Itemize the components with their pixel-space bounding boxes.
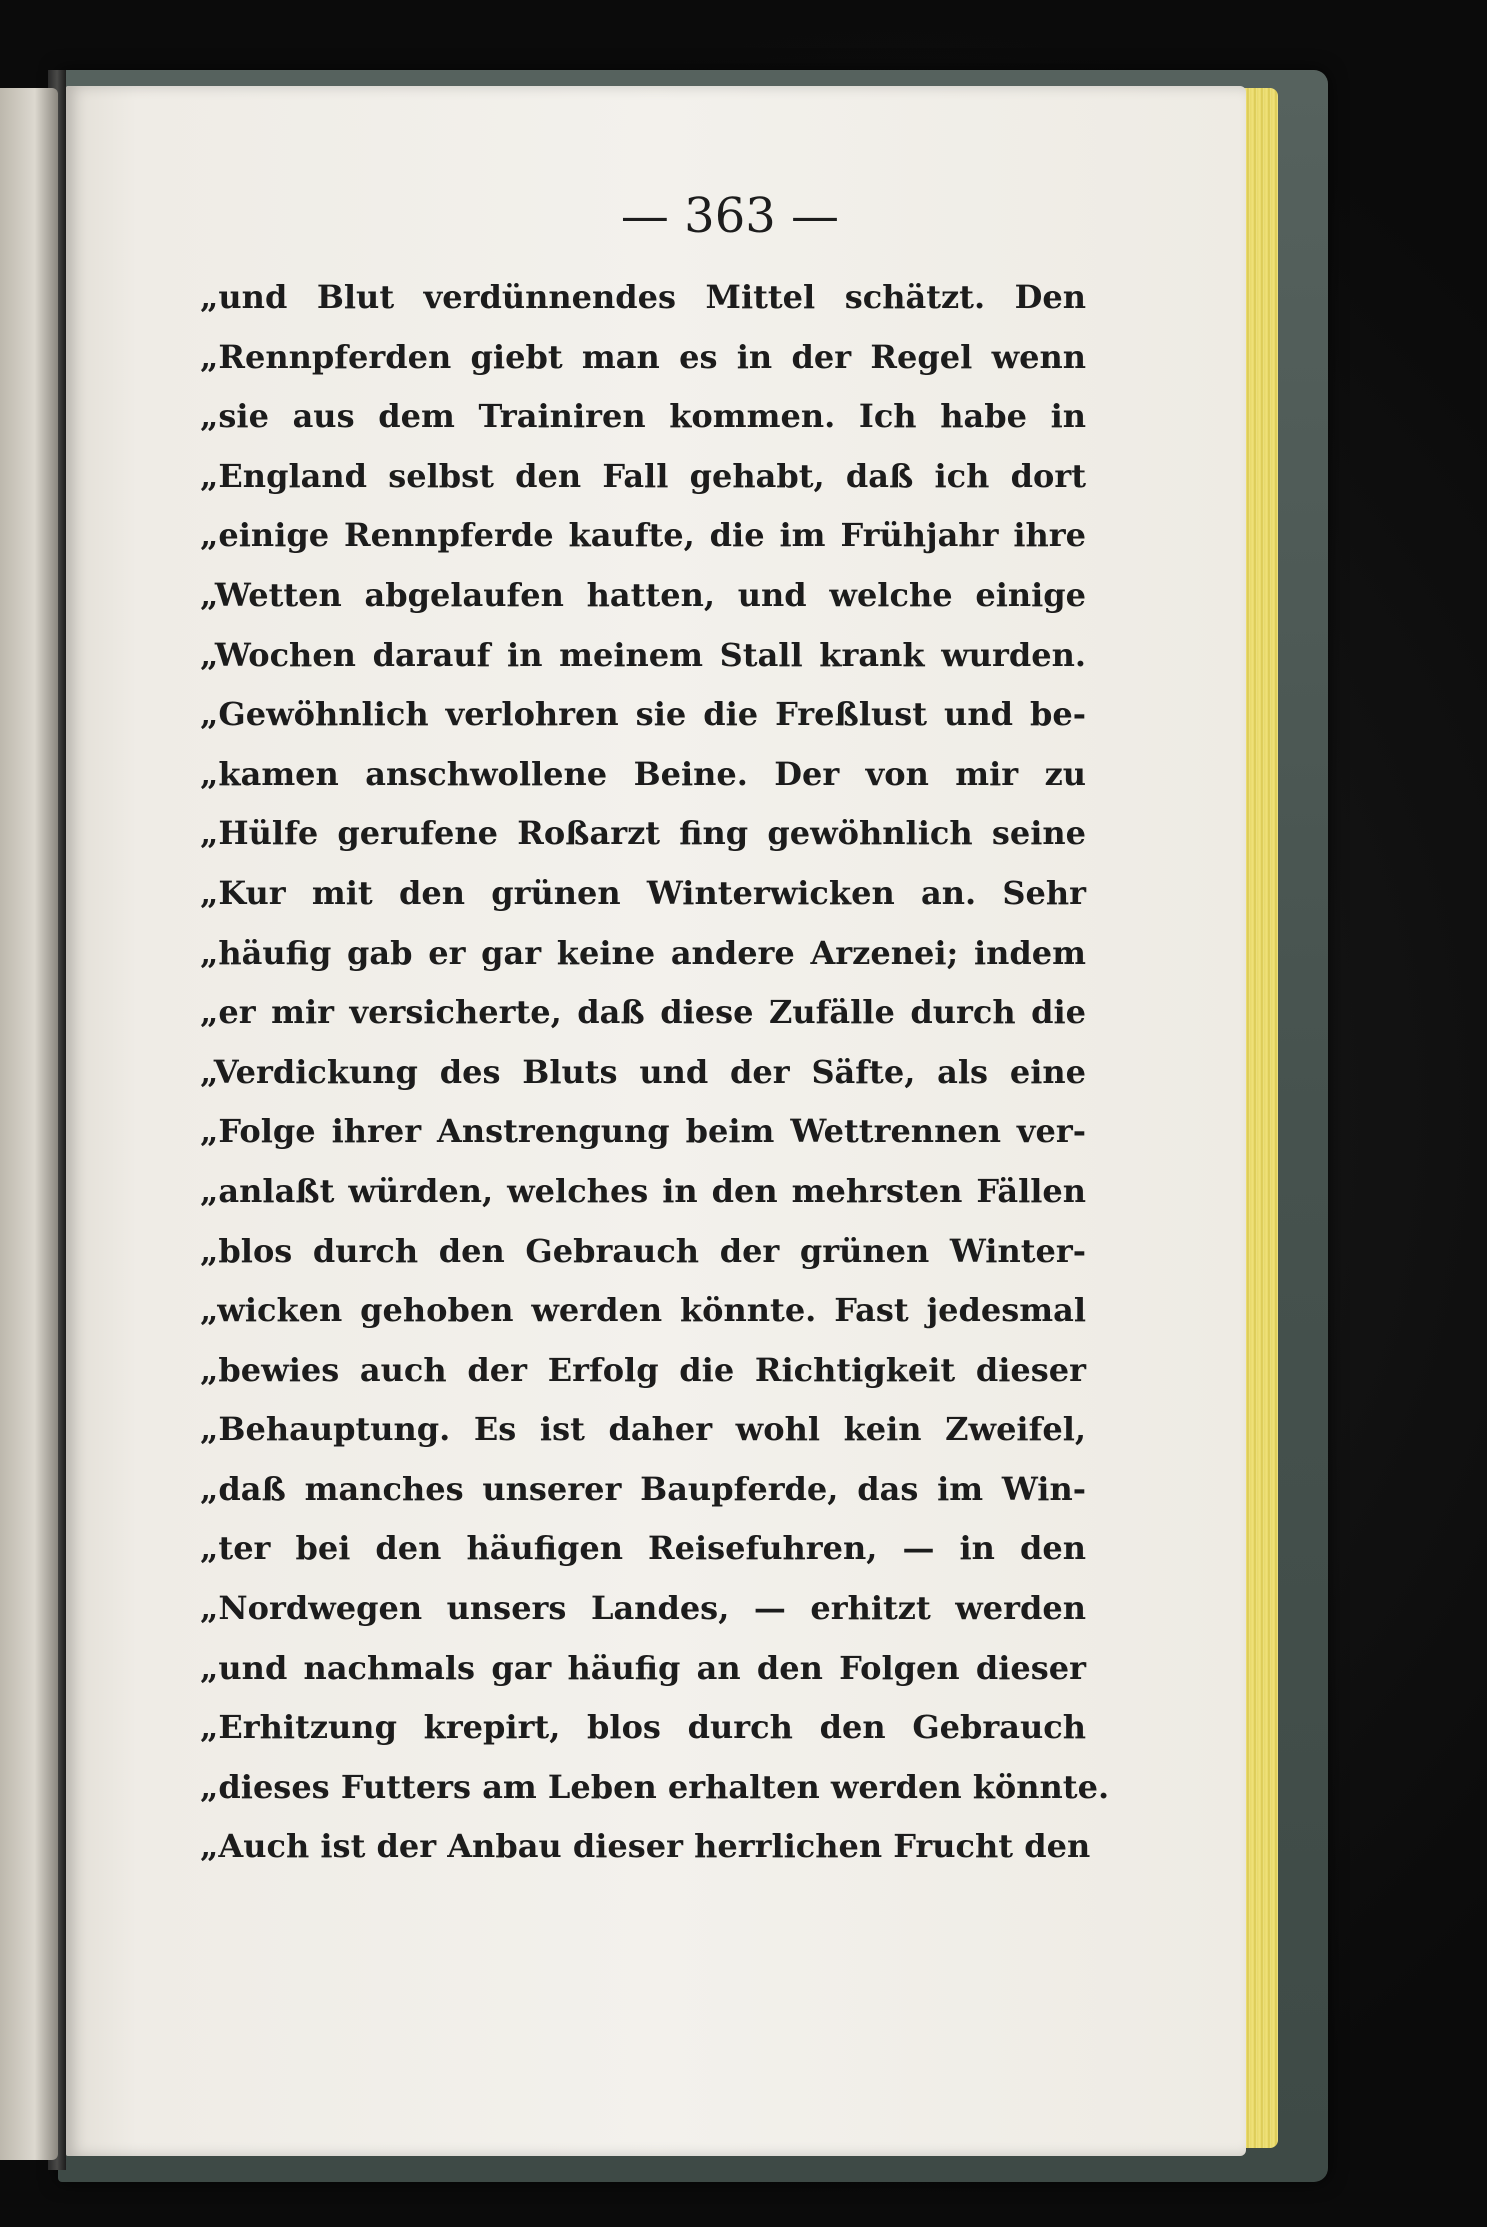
text-line: „daß manches unserer Baupferde, das im Win- <box>200 1469 1086 1508</box>
text-line: „er mir versicherte, daß diese Zufälle durch die <box>200 993 1086 1032</box>
left-page-edge <box>0 88 58 2160</box>
text-line: „Auch ist der Anbau dieser herrlichen Frucht den <box>200 1827 1091 1866</box>
text-line: „Wetten abgelaufen hatten, und welche einige <box>200 575 1086 614</box>
text-line: „bewies auch der Erfolg die Richtigkeit dieser <box>200 1350 1086 1389</box>
text-line: „Nordwegen unsers Landes, — erhitzt werden <box>200 1589 1086 1628</box>
text-line: „blos durch den Gebrauch der grünen Winter- <box>200 1231 1086 1270</box>
text-line: „ter bei den häufigen Reisefuhren, — in den <box>200 1529 1086 1568</box>
text-line: „Verdickung des Bluts und der Säfte, als eine <box>200 1052 1086 1091</box>
page-number: — 363 — <box>620 188 840 244</box>
text-line: „und nachmals gar häufig an den Folgen dieser <box>200 1648 1086 1687</box>
text-line: „und Blut verdünnendes Mittel schätzt. Den <box>200 278 1086 316</box>
text-line: „anlaßt würden, welches in den mehrsten Fällen <box>200 1171 1086 1210</box>
text-line: „kamen anschwollene Beine. Der von mir zu <box>200 754 1086 793</box>
text-line: „Folge ihrer Anstrengung beim Wettrennen ver- <box>200 1112 1086 1151</box>
text-line: „wicken gehoben werden könnte. Fast jedesmal <box>200 1291 1086 1330</box>
text-line: „dieses Futters am Leben erhalten werden könnte. <box>200 1767 1110 1806</box>
text-line: „Kur mit den grünen Winterwicken an. Sehr <box>200 873 1086 912</box>
text-line: „Wochen darauf in meinem Stall krank wurden. <box>200 635 1086 674</box>
text-line: „Erhitzung krepirt, blos durch den Gebrauch <box>200 1708 1086 1747</box>
text-line: „sie aus dem Trainiren kommen. Ich habe in <box>200 397 1086 436</box>
text-line: „Rennpferden giebt man es in der Regel wenn <box>200 337 1086 376</box>
text-line: „häufig gab er gar keine andere Arzenei; indem <box>200 933 1086 972</box>
text-line: „Behauptung. Es ist daher wohl kein Zweifel, <box>200 1410 1086 1449</box>
text-line: „Hülfe gerufene Roßarzt fing gewöhnlich seine <box>200 814 1086 853</box>
text-line: „Gewöhnlich verlohren sie die Freßlust und be- <box>200 695 1086 734</box>
text-body <box>200 268 1110 1877</box>
text-line: „einige Rennpferde kaufte, die im Frühjahr ihre <box>200 516 1086 555</box>
text-line: „England selbst den Fall gehabt, daß ich dort <box>200 456 1086 495</box>
